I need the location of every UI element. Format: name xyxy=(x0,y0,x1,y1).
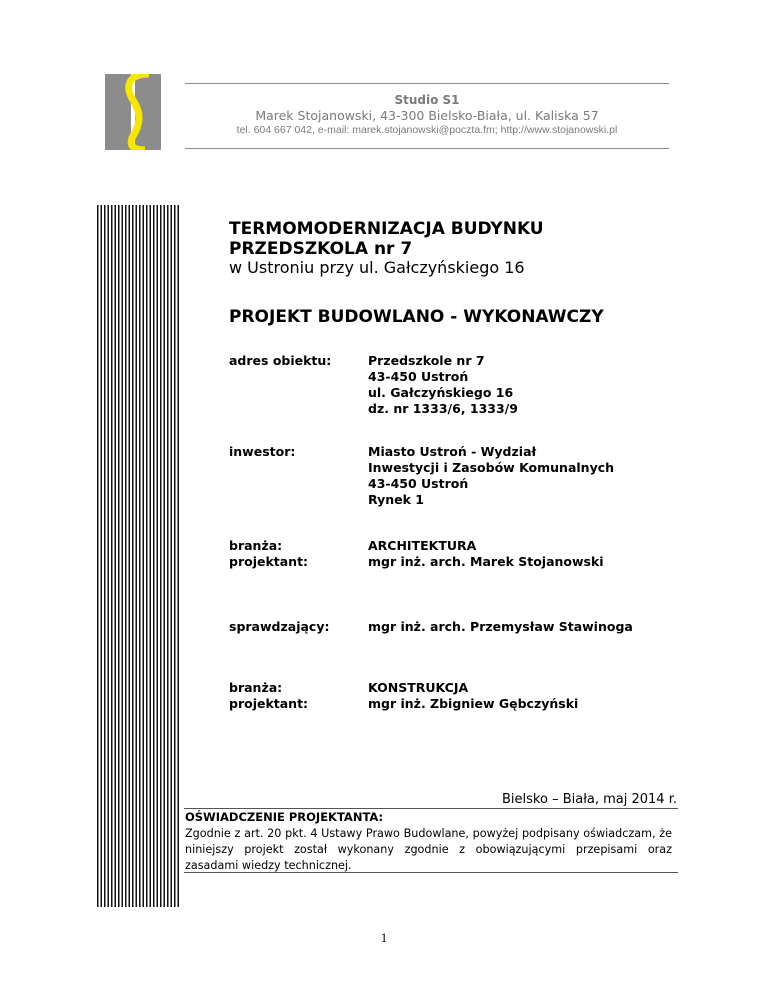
statement-text: Zgodnie z art. 20 pkt. 4 Ustawy Prawo Budowlane, powyżej podpisany oświadczam, że niniejszy projekt został wykonany zgodnie z obowiązującymi przepisami oraz zasadami wiedzy technicznej. xyxy=(185,827,672,872)
decorative-stripes xyxy=(97,205,179,907)
header-top-rule xyxy=(185,83,669,84)
page-number: 1 xyxy=(380,930,388,945)
document-subtitle: w Ustroniu przy ul. Gałczyńskiego 16 xyxy=(229,258,525,277)
field-label-architecture: branża: projektant: xyxy=(229,538,309,569)
field-label-construction: branża: projektant: xyxy=(229,680,309,711)
studio-contact: tel. 604 667 042, e-mail: marek.stojanowski@poczta.fm; http://www.stojanowski.pl xyxy=(236,124,618,136)
field-label-address: adres obiektu: xyxy=(229,353,332,368)
field-label-checker: sprawdzający: xyxy=(229,619,330,634)
field-label-investor: inwestor: xyxy=(229,444,296,459)
place-date: Bielsko – Biała, maj 2014 r. xyxy=(502,792,677,807)
statement-top-rule xyxy=(184,808,678,809)
statement-bottom-rule xyxy=(184,872,678,873)
field-value-investor: Miasto Ustroń - Wydział Inwestycji i Zasobów Komunalnych 43-450 Ustroń Rynek 1 xyxy=(368,444,615,507)
studio-address: Marek Stojanowski, 43-300 Bielsko-Biała, ul. Kaliska 57 xyxy=(255,108,599,123)
document-title-line1: TERMOMODERNIZACJA BUDYNKU xyxy=(229,219,544,239)
field-value-construction: KONSTRUKCJA mgr inż. Zbigniew Gębczyński xyxy=(368,680,579,711)
studio-name: Studio S1 xyxy=(394,93,460,107)
statement-title: OŚWIADCZENIE PROJEKTANTA: xyxy=(185,810,384,824)
document-title-line2: PRZEDSZKOLA nr 7 xyxy=(229,239,413,259)
project-type: PROJEKT BUDOWLANO - WYKONAWCZY xyxy=(229,307,604,327)
header-bottom-rule xyxy=(185,148,669,149)
field-value-architecture: ARCHITEKTURA mgr inż. arch. Marek Stojanowski xyxy=(368,538,604,569)
studio-s1-logo-icon xyxy=(105,74,161,150)
field-value-checker: mgr inż. arch. Przemysław Stawinoga xyxy=(368,619,633,634)
field-value-address: Przedszkole nr 7 43-450 Ustroń ul. Gałczyńskiego 16 dz. nr 1333/6, 1333/9 xyxy=(368,353,518,416)
